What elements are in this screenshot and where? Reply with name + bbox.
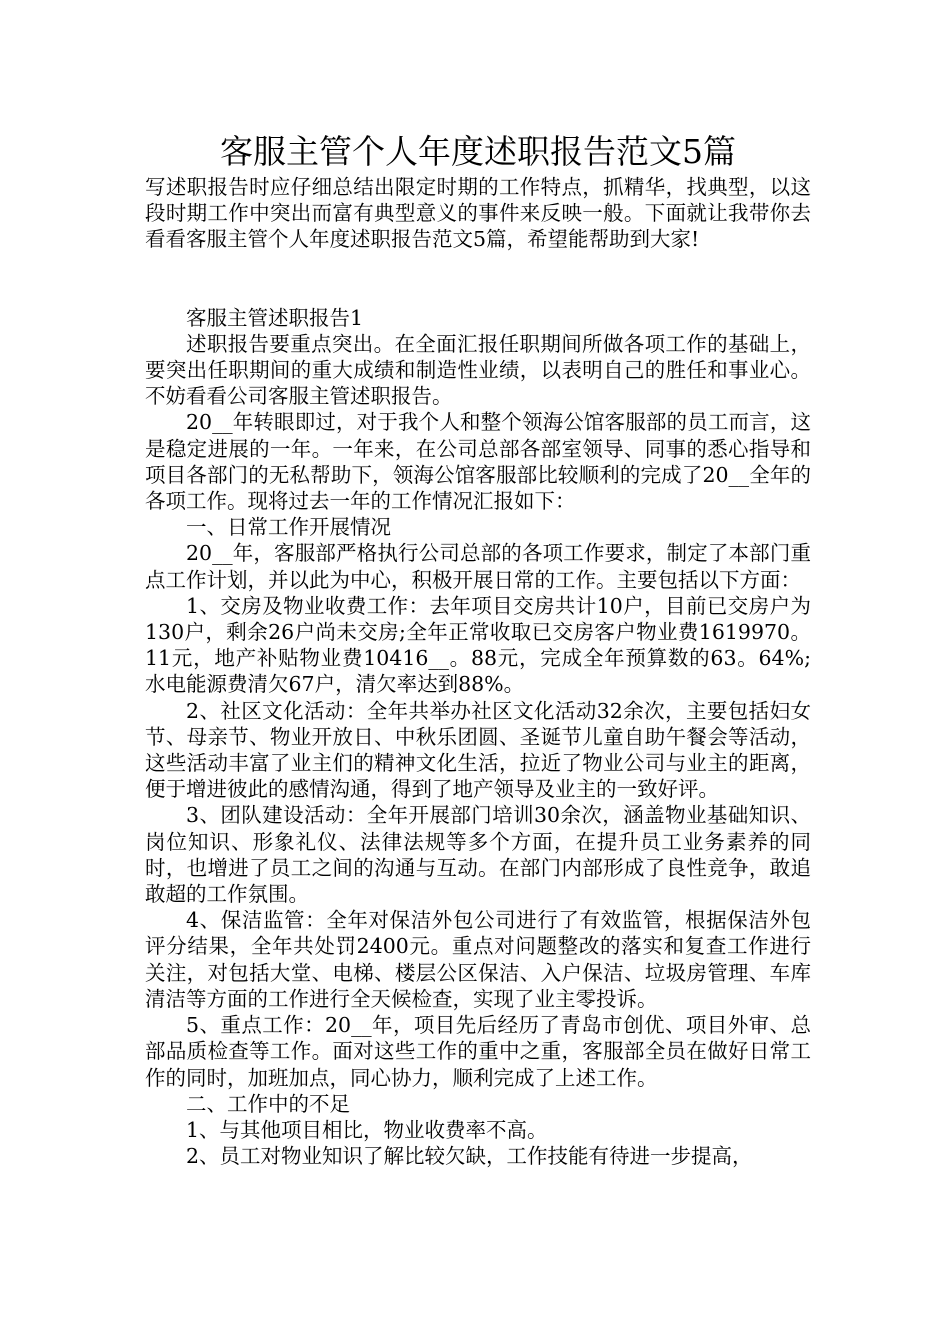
list-item-key-work: 5、重点工作：20__年，项目先后经历了青岛市创优、项目外审、总部品质检查等工作。面对这些工作的重中之重，客服部全员在做好日常工作的同时，加班加点，同心协力，顺利完成了上述工作。 xyxy=(145,1013,811,1090)
list-item-cleaning-supervision: 4、保洁监管：全年对保洁外包公司进行了有效监管，根据保洁外包评分结果，全年共处罚2400元。重点对问题整改的落实和复查工作进行关注，对包括大堂、电梯、楼层公区保洁、入户保洁、垃圾房管理、车库清洁等方面的工作进行全天候检查，实现了业主零投诉。 xyxy=(145,908,811,1011)
body-paragraph: 20__年转眼即过，对于我个人和整个领海公馆客服部的员工而言，这是稳定进展的一年。一年来，在公司总部各部室领导、同事的悉心指导和项目各部门的无私帮助下，领海公馆客服部比较顺利的完成了20__全年的各项工作。现将过去一年的工作情况汇报如下： xyxy=(145,410,811,514)
document-page xyxy=(145,130,811,1169)
section-heading-shortcomings: 二、工作中的不足 xyxy=(186,1091,350,1116)
list-item-community-culture: 2、社区文化活动：全年共举办社区文化活动32余次，主要包括妇女节、母亲节、物业开放日、中秋乐团圆、圣诞节儿童自助午餐会等活动，这些活动丰富了业主们的精神文化生活，拉近了物业公司与业主的距离，便于增进彼此的感情沟通，得到了地产领导及业主的一致好评。 xyxy=(145,698,811,802)
list-item-team-building: 3、团队建设活动：全年开展部门培训30余次，涵盖物业基础知识、岗位知识、形象礼仪、法律法规等多个方面，在提升员工业务素养的同时，也增进了员工之间的沟通与互动。在部门内部形成了良性竞争，敢追敢超的工作氛围。 xyxy=(145,803,811,907)
body-paragraph: 20__年，客服部严格执行公司总部的各项工作要求，制定了本部门重点工作计划，并以此为中心，积极开展日常的工作。主要包括以下方面： xyxy=(145,541,811,592)
list-item-housing-fees: 1、交房及物业收费工作：去年项目交房共计10户，目前已交房户为130户，剩余26户尚未交房;全年正常收取已交房客户物业费1619970。11元，地产补贴物业费10416__。88元，完成全年预算数的63。64%;水电能源费清欠67户，清欠率达到88%。 xyxy=(145,593,811,697)
body-paragraph: 述职报告要重点突出。在全面汇报任职期间所做各项工作的基础上，要突出任职期间的重大成绩和制造性业绩，以表明自己的胜任和事业心。不妨看看公司客服主管述职报告。 xyxy=(145,331,811,409)
section-gap xyxy=(145,253,811,305)
list-item-fee-rate: 1、与其他项目相比，物业收费率不高。 xyxy=(186,1117,548,1142)
section-heading-daily-work: 一、日常工作开展情况 xyxy=(186,515,391,540)
intro-paragraph: 写述职报告时应仔细总结出限定时期的工作特点，抓精华，找典型，以这段时期工作中突出而富有典型意义的事件来反映一般。下面就让我带你去看看客服主管个人年度述职报告范文5篇，希望能帮助到大家! xyxy=(145,175,811,252)
document-title: 客服主管个人年度述职报告范文5篇 xyxy=(220,132,736,171)
list-item-staff-knowledge: 2、员工对物业知识了解比较欠缺，工作技能有待进一步提高， xyxy=(186,1144,753,1169)
section-heading-report-1: 客服主管述职报告1 xyxy=(186,305,364,330)
